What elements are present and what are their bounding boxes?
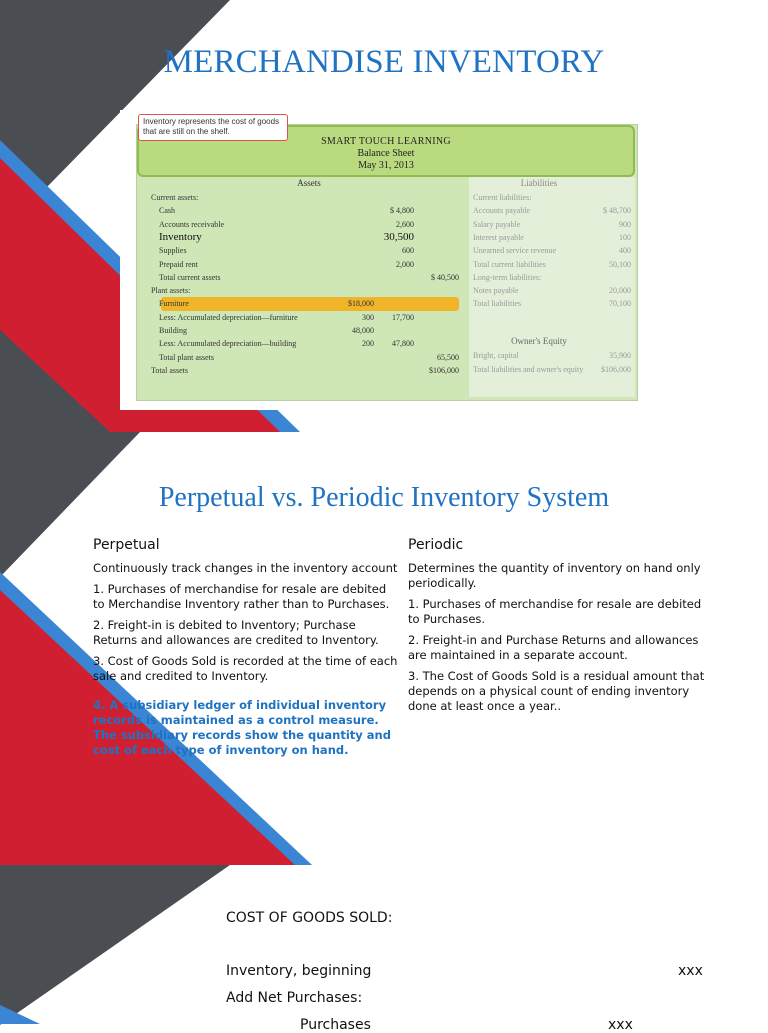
liability-row-amount: 70,100: [609, 299, 631, 309]
cogs-line-value: xxx: [608, 1017, 633, 1033]
slide-title: MERCHANDISE INVENTORY: [163, 44, 605, 80]
liability-row: [469, 204, 635, 217]
inventory-callout: Inventory represents the cost of goods that are still on the shelf.: [138, 114, 288, 141]
liabilities-table: [469, 177, 635, 397]
perpetual-item: Continuously track changes in the inventory account: [93, 561, 398, 575]
perpetual-item: 2. Freight-in is debited to Inventory; Purchase Returns and allowances are credited to Inventory.: [93, 618, 379, 647]
asset-amount: 48,000: [352, 326, 374, 335]
periodic-heading: Periodic: [408, 537, 464, 553]
liability-row: [469, 258, 635, 271]
asset-amount: 300: [362, 312, 374, 322]
asset-row: [149, 191, 469, 204]
asset-row: [149, 324, 469, 337]
asset-amount: 600: [402, 246, 414, 256]
asset-label: Total current assets: [159, 272, 221, 282]
asset-label: Accounts receivable: [159, 219, 225, 229]
asset-amount: 47,800: [392, 339, 414, 349]
perpetual-item: 1. Purchases of merchandise for resale are debited to Merchandise Inventory rather than to Purchases.: [93, 582, 390, 611]
periodic-item: 2. Freight-in and Purchase Returns and allowances are maintained in a separate account.: [408, 633, 699, 662]
liability-row-label: Interest payable: [473, 232, 524, 242]
cogs-line-label: Purchases: [300, 1017, 371, 1033]
equity-row-amount: 35,900: [609, 351, 631, 360]
liability-row: [469, 218, 635, 231]
balance-sheet: [136, 124, 638, 401]
assets-table: [149, 177, 469, 397]
liability-row-amount: 900: [619, 219, 631, 229]
liability-row-amount: 400: [619, 246, 631, 256]
liability-row-label: Unearned service revenue: [473, 246, 557, 256]
liability-row: [469, 284, 635, 297]
asset-label: Current assets:: [151, 193, 199, 202]
asset-amount: $18,000: [348, 299, 374, 309]
liability-row-amount: 50,100: [609, 259, 631, 269]
equity-row: [469, 349, 635, 362]
asset-amount: 65,500: [437, 352, 459, 362]
asset-label: Plant assets:: [151, 286, 191, 296]
asset-amount: 2,000: [396, 259, 414, 269]
perpetual-column: [93, 537, 398, 764]
cogs-line-value: xxx: [678, 963, 703, 979]
slide-cost-of-goods-sold: [0, 865, 768, 1033]
asset-label: Furniture: [159, 299, 189, 309]
cogs-line-label: Inventory, beginning: [226, 963, 372, 979]
liability-row-amount: 100: [619, 232, 631, 242]
asset-label: Supplies: [159, 246, 187, 256]
liability-row-label: Total current liabilities: [473, 259, 546, 269]
liability-row-label: Long-term liabilities:: [473, 272, 542, 282]
perpetual-highlight-item: 4. A subsidiary ledger of individual inventory records is maintained as a control measure. The subsidiary records show the quantity and cost of each type of inventory on hand.: [93, 698, 391, 757]
asset-label: Building: [159, 326, 188, 335]
asset-row: [149, 364, 469, 377]
asset-row: [149, 231, 469, 244]
periodic-column: [408, 537, 713, 720]
asset-row: [149, 204, 469, 217]
equity-row-label: Bright, capital: [473, 351, 519, 360]
slide-decoration: [0, 865, 768, 1024]
liability-row-label: Accounts payable: [473, 206, 531, 216]
asset-amount: 200: [362, 339, 374, 349]
asset-row: [149, 351, 469, 364]
equity-row-amount: $106,000: [601, 365, 631, 374]
asset-amount: 17,700: [392, 312, 414, 322]
liability-row-label: Total liabilities: [473, 299, 522, 309]
asset-label: Less: Accumulated depreciation—building: [159, 339, 297, 349]
periodic-item: Determines the quantity of inventory on hand only periodically.: [408, 561, 701, 590]
assets-header: Assets: [297, 178, 321, 188]
periodic-item: 3. The Cost of Goods Sold is a residual amount that depends on a physical count of ending inventory done at least once a year..: [408, 669, 705, 713]
liability-row: [469, 231, 635, 244]
liabilities-header: Liabilities: [520, 178, 558, 188]
statement-name: Balance Sheet: [357, 148, 415, 159]
liability-row-label: Current liabilities:: [473, 193, 532, 202]
equity-header: Owner's Equity: [511, 336, 567, 346]
statement-date: May 31, 2013: [358, 160, 414, 171]
asset-row: [149, 271, 469, 284]
slide-title: Perpetual vs. Periodic Inventory System: [158, 482, 610, 513]
asset-row: [149, 337, 469, 350]
asset-label: Inventory: [159, 230, 202, 243]
liability-row: [469, 297, 635, 310]
liability-row: [469, 191, 635, 204]
asset-amount: $106,000: [429, 365, 459, 375]
equity-row-label: Total liabilities and owner's equity: [473, 365, 584, 374]
liability-row-label: Notes payable: [473, 286, 519, 296]
liability-row-amount: $ 48,700: [603, 206, 631, 216]
asset-label: Less: Accumulated depreciation—furniture: [159, 312, 298, 322]
asset-label: Total plant assets: [159, 352, 214, 362]
perpetual-heading: Perpetual: [93, 537, 160, 553]
asset-row: [149, 284, 469, 297]
liability-row: [469, 271, 635, 284]
balance-sheet-image: [120, 110, 650, 410]
company-name: SMART TOUCH LEARNING: [321, 136, 451, 147]
cogs-title: COST OF GOODS SOLD:: [226, 910, 393, 926]
equity-row: [469, 363, 635, 376]
asset-amount: 2,600: [396, 219, 414, 229]
asset-label: Cash: [159, 206, 175, 216]
asset-amount: $ 4,800: [390, 206, 414, 216]
asset-label: Prepaid rent: [159, 259, 198, 269]
liability-row-label: Salary payable: [473, 219, 521, 229]
liability-row-amount: 20,000: [609, 286, 631, 296]
asset-amount: $ 40,500: [431, 272, 459, 282]
asset-row: [149, 244, 469, 257]
perpetual-item: 3. Cost of Goods Sold is recorded at the time of each sale and credited to Inventory.: [93, 654, 398, 683]
asset-row: [149, 258, 469, 271]
cogs-line-label: Add Net Purchases:: [226, 990, 363, 1006]
asset-amount: 30,500: [383, 230, 414, 243]
asset-row: [149, 297, 469, 310]
slide-merchandise-inventory: [0, 0, 768, 432]
periodic-item: 1. Purchases of merchandise for resale are debited to Purchases.: [408, 597, 702, 626]
asset-label: Total assets: [151, 365, 188, 375]
slide-perpetual-vs-periodic: [0, 432, 768, 865]
liability-row: [469, 244, 635, 257]
asset-row: [149, 218, 469, 231]
asset-row: [149, 311, 469, 324]
